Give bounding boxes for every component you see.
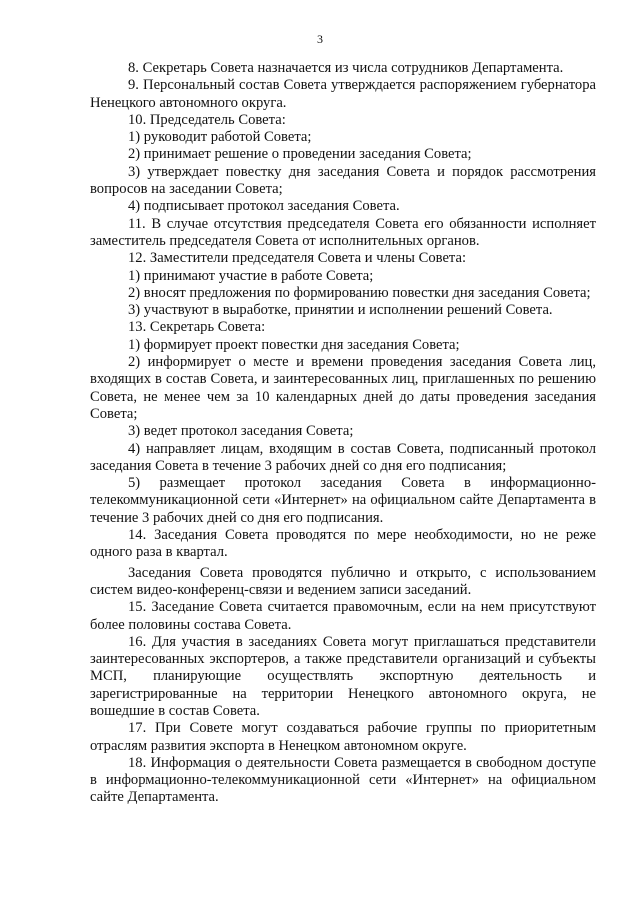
paragraph-14-continued: Заседания Совета проводятся публично и открыто, с использованием систем видео-конференц-связи и ведением записи заседаний. (90, 564, 596, 598)
paragraph-13-item-4: 4) направляет лицам, входящим в состав Совета, подписанный протокол заседания Совета в течение 3 рабочих дней со дня его подписания; (90, 440, 596, 474)
paragraph-18: 18. Информация о деятельности Совета размещается в свободном доступе в информационно-телекоммуникационной сети «Интернет» на официальном сайте Департамента. (90, 754, 596, 806)
paragraph-12-item-2: 2) вносят предложения по формированию повестки дня заседания Совета; (128, 284, 591, 301)
paragraph-13-item-2: 2) информирует о месте и времени проведения заседания Совета лиц, входящих в состав Совета, и заинтересованных лиц, приглашенных по решению Совета, не менее чем за 10 календарных дней до даты проведения заседания Совета; (90, 354, 596, 422)
paragraph-12-item-3: 3) участвуют в выработке, принятии и исполнении решений Совета. (128, 302, 553, 319)
paragraph-10: 10. Председатель Совета: (128, 111, 286, 128)
document-body (90, 60, 596, 807)
paragraph-10-item-2: 2) принимает решение о проведении заседания Совета; (128, 146, 472, 163)
paragraph-11: 11. В случае отсутствия председателя Совета его обязанности исполняет заместитель председателя Совета от исполнительных органов. (90, 215, 596, 249)
paragraph-12: 12. Заместители председателя Совета и члены Совета: (128, 250, 467, 267)
paragraph-13-item-5: 5) размещает протокол заседания Совета в информационно-телекоммуникационной сети «Интернет» на официальном сайте Департамента в течение 3 рабочих дней со дня его подписания. (90, 475, 596, 526)
paragraph-10-item-1: 1) руководит работой Совета; (128, 129, 312, 146)
paragraph-13-item-3: 3) ведет протокол заседания Совета; (128, 423, 354, 440)
paragraph-13: 13. Секретарь Совета: (128, 319, 266, 336)
page-number: 3 (317, 32, 323, 46)
paragraph-16: 16. Для участия в заседаниях Совета могут приглашаться представители заинтересованных экспортеров, а также представители организаций и субъекты МСП, планирующие осуществлять экспортную деятельность и зарегистрированные на территории Ненецкого автономного округа, не вошедшие в состав Совета. (90, 633, 596, 719)
paragraph-15: 15. Заседание Совета считается правомочным, если на нем присутствуют более половины состава Совета. (90, 599, 596, 633)
paragraph-10-item-3: 3) утверждает повестку дня заседания Совета и порядок рассмотрения вопросов на заседании Совета; (90, 163, 596, 198)
paragraph-9: 9. Персональный состав Совета утверждается распоряжением губернатора Ненецкого автономного округа. (90, 77, 596, 111)
paragraph-12-item-1: 1) принимают участие в работе Совета; (128, 267, 374, 284)
paragraph-17: 17. При Совете могут создаваться рабочие группы по приоритетным отраслям развития экспорта в Ненецком автономном округе. (90, 720, 596, 754)
paragraph-14: 14. Заседания Совета проводятся по мере необходимости, но не реже одного раза в квартал. (90, 527, 596, 561)
paragraph-8: 8. Секретарь Совета назначается из числа сотрудников Департамента. (128, 60, 564, 76)
paragraph-13-item-1: 1) формирует проект повестки дня заседания Совета; (128, 336, 460, 353)
paragraph-10-item-4: 4) подписывает протокол заседания Совета. (128, 198, 400, 215)
